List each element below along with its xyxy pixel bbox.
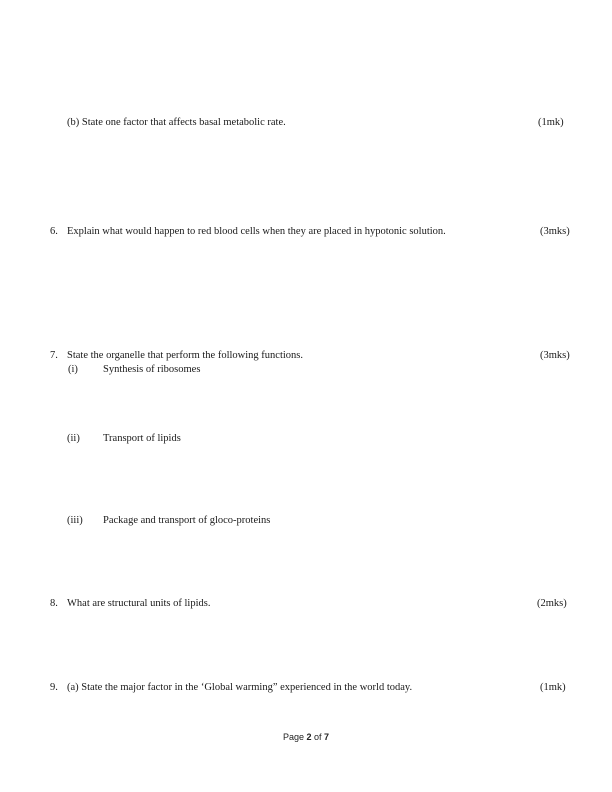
question-7-text: State the organelle that perform the following functions. [67, 350, 303, 361]
question-6-number: 6. [50, 226, 58, 237]
question-9-number: 9. [50, 682, 58, 693]
question-7-part-ii-text: Transport of lipids [103, 433, 181, 444]
question-7-part-i-label: (i) [68, 364, 78, 375]
page-footer [0, 732, 612, 742]
question-7-part-iii-label: (iii) [67, 515, 83, 526]
question-7-part-i-text: Synthesis of ribosomes [103, 364, 201, 375]
page-number-total: 7 [324, 732, 330, 742]
question-6-text: Explain what would happen to red blood cells when they are placed in hypotonic solution. [67, 226, 446, 237]
page-number-current: 2 [306, 732, 312, 742]
question-7-part-ii-label: (ii) [67, 433, 80, 444]
question-6-marks: (3mks) [540, 226, 570, 237]
page-number-middle: of [311, 732, 325, 742]
question-9a-text: (a) State the major factor in the ‘Global warming” experienced in the world today. [67, 682, 413, 693]
question-8-marks: (2mks) [537, 598, 567, 609]
question-5b-marks: (1mk) [538, 117, 564, 128]
question-8-number: 8. [50, 598, 58, 609]
question-7-marks: (3mks) [540, 350, 570, 361]
question-7-number: 7. [50, 350, 58, 361]
question-8-text: What are structural units of lipids. [67, 598, 211, 609]
question-7-part-iii-text: Package and transport of gloco-proteins [103, 515, 271, 526]
question-9a-marks: (1mk) [540, 682, 566, 693]
question-5b-text: (b) State one factor that affects basal metabolic rate. [67, 117, 286, 128]
page-number-prefix: Page [282, 732, 307, 742]
